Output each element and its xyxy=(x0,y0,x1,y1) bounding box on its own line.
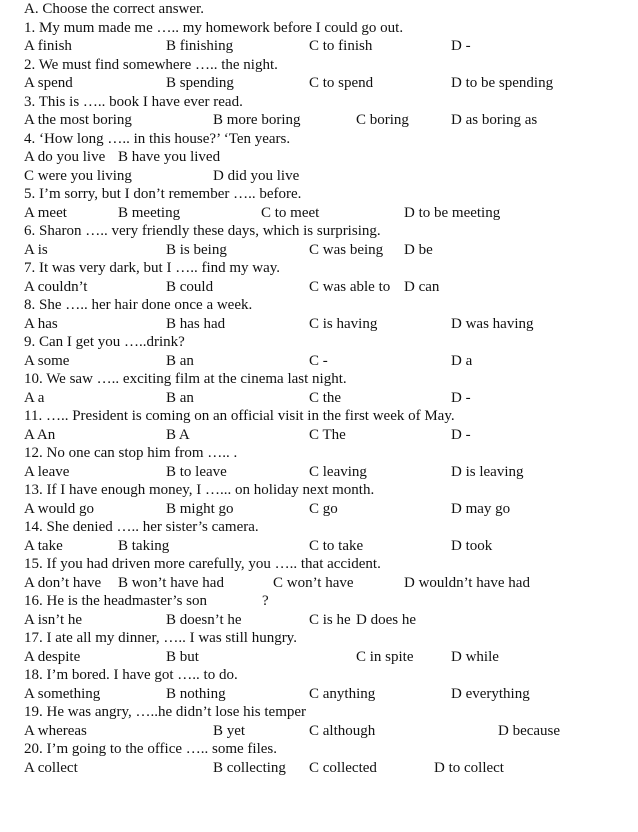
option-a: A An xyxy=(24,426,56,443)
option-c: C was being xyxy=(309,241,384,258)
options-row xyxy=(0,148,638,167)
options-row xyxy=(0,537,638,556)
option-d: D - xyxy=(451,38,471,54)
options-row xyxy=(0,167,638,186)
option-d: D - xyxy=(451,426,471,443)
question-6 xyxy=(0,222,638,241)
option-a: A don’t have xyxy=(24,574,102,591)
options-row xyxy=(0,204,638,223)
option-b: B nothing xyxy=(166,685,226,702)
option-c: C to spend xyxy=(309,75,374,91)
option-a: A is xyxy=(24,241,48,258)
option-c: C to finish xyxy=(309,38,373,54)
option-d: D as boring as xyxy=(451,112,538,128)
option-a: A couldn’t xyxy=(24,278,88,295)
blank-mark: ? xyxy=(262,593,269,609)
question-stem: 14. She denied ….. her sister’s camera. xyxy=(24,519,259,535)
option-a: A meet xyxy=(24,204,67,221)
option-a: A do you live xyxy=(24,149,106,165)
question-stem: 1. My mum made me ….. my homework before I could go out. xyxy=(24,19,404,36)
options-row xyxy=(0,389,638,408)
question-stem: 8. She ….. her hair done once a week. xyxy=(24,297,253,313)
option-d: D to be meeting xyxy=(404,204,501,221)
option-a: A finish xyxy=(24,38,72,54)
question-1 xyxy=(0,19,638,38)
option-c: C is he xyxy=(309,611,351,628)
question-9 xyxy=(0,333,638,352)
option-a: A a xyxy=(24,389,45,406)
question-5 xyxy=(0,185,638,204)
option-d: D everything xyxy=(451,685,530,702)
option-c: C boring xyxy=(356,112,409,128)
question-12 xyxy=(0,444,638,463)
option-b: B an xyxy=(166,389,194,406)
option-d: D be xyxy=(404,241,433,258)
option-a: A spend xyxy=(24,75,73,91)
option-b: B doesn’t he xyxy=(166,611,242,628)
question-stem: 6. Sharon ….. very friendly these days, which is surprising. xyxy=(24,223,381,239)
option-b: B to leave xyxy=(166,463,227,480)
options-row xyxy=(0,241,638,260)
question-4 xyxy=(0,130,638,149)
option-b: B finishing xyxy=(166,38,234,54)
option-b: B A xyxy=(166,426,190,443)
question-10 xyxy=(0,370,638,389)
option-b: B has had xyxy=(166,315,226,332)
option-a: A the most boring xyxy=(24,112,132,128)
question-7 xyxy=(0,259,638,278)
question-stem: 2. We must find somewhere ….. the night. xyxy=(24,56,278,73)
option-a: A take xyxy=(24,537,63,554)
options-row xyxy=(0,463,638,482)
option-c: C - xyxy=(309,352,328,369)
question-stem: 16. He is the headmaster’s son xyxy=(24,593,208,609)
question-stem: 4. ‘How long ….. in this house?’ ‘Ten years. xyxy=(24,130,291,147)
question-stem: 17. I ate all my dinner, ….. I was still hungry. xyxy=(24,630,297,646)
question-stem: 7. It was very dark, but I ….. find my way. xyxy=(24,260,281,276)
option-a: A something xyxy=(24,685,101,702)
question-15 xyxy=(0,555,638,574)
option-b: B is being xyxy=(166,241,227,258)
option-c: C to take xyxy=(309,537,364,554)
question-stem: 3. This is ….. book I have ever read. xyxy=(24,93,243,110)
worksheet-heading: A. Choose the correct answer. xyxy=(24,1,204,17)
option-c: C were you living xyxy=(24,167,132,184)
option-d: D because xyxy=(498,722,561,739)
option-d: D a xyxy=(451,352,473,369)
question-19 xyxy=(0,703,638,722)
option-b: B more boring xyxy=(213,112,301,128)
option-c: C to meet xyxy=(261,204,320,221)
option-b: B spending xyxy=(166,75,234,91)
option-a: A some xyxy=(24,352,70,369)
question-stem: 11. ….. President is coming on an official visit in the first week of May. xyxy=(24,408,455,424)
option-c: C leaving xyxy=(309,463,367,480)
options-row xyxy=(0,315,638,334)
option-c: C go xyxy=(309,500,338,517)
question-stem: 10. We saw ….. exciting film at the cinema last night. xyxy=(24,371,347,387)
option-c: C is having xyxy=(309,315,378,332)
question-17 xyxy=(0,629,638,648)
question-stem: 9. Can I get you …..drink? xyxy=(24,334,185,350)
option-c: C collected xyxy=(309,759,377,776)
options-row xyxy=(0,426,638,445)
options-row xyxy=(0,352,638,371)
option-c: C in spite xyxy=(356,648,414,665)
heading xyxy=(0,0,638,19)
options-row xyxy=(0,111,638,130)
option-a: A would go xyxy=(24,500,95,517)
option-a: A leave xyxy=(24,463,70,480)
question-stem: 15. If you had driven more carefully, you ….. that accident. xyxy=(24,556,381,572)
option-c: C was able to xyxy=(309,278,391,295)
question-stem: 20. I’m going to the office ….. some files. xyxy=(24,741,278,757)
option-a: A isn’t he xyxy=(24,611,83,628)
options-row xyxy=(0,500,638,519)
question-13 xyxy=(0,481,638,500)
option-d: D took xyxy=(451,537,493,554)
option-b: B won’t have had xyxy=(118,574,224,591)
option-b: B taking xyxy=(118,537,170,554)
option-d: D can xyxy=(404,278,440,295)
question-18 xyxy=(0,666,638,685)
option-a: A has xyxy=(24,315,58,332)
question-16 xyxy=(0,592,638,611)
options-row xyxy=(0,74,638,93)
option-d: D wouldn’t have had xyxy=(404,574,530,591)
question-3 xyxy=(0,93,638,112)
options-row xyxy=(0,574,638,593)
option-b: B have you lived xyxy=(118,149,221,165)
option-c: C although xyxy=(309,722,376,739)
option-d: D to be spending xyxy=(451,75,554,91)
option-c: C The xyxy=(309,426,346,443)
option-d: D is leaving xyxy=(451,463,524,480)
options-row xyxy=(0,722,638,741)
option-c: C anything xyxy=(309,685,376,702)
options-row xyxy=(0,759,638,778)
option-b: B meeting xyxy=(118,204,181,221)
question-8 xyxy=(0,296,638,315)
option-a: A collect xyxy=(24,759,78,776)
option-a: A despite xyxy=(24,648,81,665)
option-d: D to collect xyxy=(434,759,504,776)
option-b: B might go xyxy=(166,500,234,517)
question-2 xyxy=(0,56,638,75)
option-a: A whereas xyxy=(24,722,87,739)
option-d: D did you live xyxy=(213,167,300,184)
question-11 xyxy=(0,407,638,426)
option-d: D was having xyxy=(451,315,534,332)
options-row xyxy=(0,611,638,630)
option-b: B but xyxy=(166,648,199,665)
options-row xyxy=(0,648,638,667)
option-b: B an xyxy=(166,352,194,369)
question-stem: 18. I’m bored. I have got ….. to do. xyxy=(24,667,238,683)
question-stem: 19. He was angry, …..he didn’t lose his temper xyxy=(24,704,307,720)
question-stem: 5. I’m sorry, but I don’t remember ….. before. xyxy=(24,186,302,202)
option-d: D does he xyxy=(356,611,416,628)
option-c: C the xyxy=(309,389,342,406)
question-14 xyxy=(0,518,638,537)
question-stem: 13. If I have enough money, I …... on holiday next month. xyxy=(24,482,375,498)
option-d: D while xyxy=(451,648,499,665)
option-c: C won’t have xyxy=(273,574,354,591)
option-b: B could xyxy=(166,278,214,295)
option-b: B collecting xyxy=(213,759,286,776)
option-b: B yet xyxy=(213,722,246,739)
options-row xyxy=(0,278,638,297)
options-row xyxy=(0,685,638,704)
options-row xyxy=(0,37,638,56)
option-d: D - xyxy=(451,389,471,406)
option-d: D may go xyxy=(451,500,511,517)
question-20 xyxy=(0,740,638,759)
question-stem: 12. No one can stop him from ….. . xyxy=(24,445,238,461)
